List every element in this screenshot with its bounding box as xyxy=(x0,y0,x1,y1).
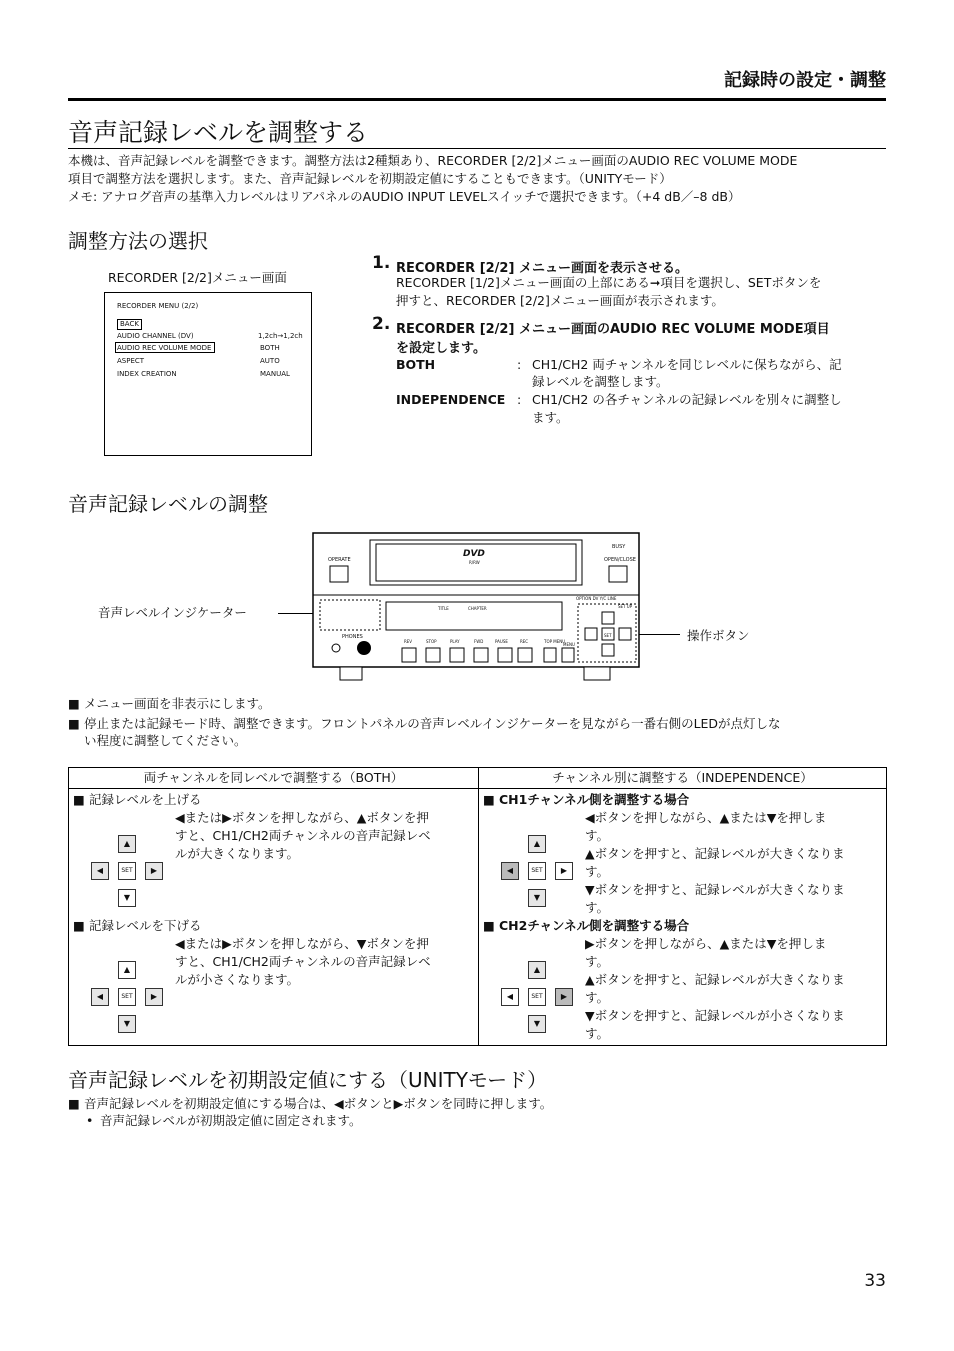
cell-text: す。 xyxy=(585,954,610,969)
cell-text: すと、CH1/CH2両チャンネルの音声記録レベ xyxy=(175,954,431,969)
right-arrow-icon: ▶ xyxy=(145,988,163,1006)
step-2-title: を設定します。 xyxy=(396,341,486,356)
step-1-number: 1. xyxy=(372,253,391,273)
adjust-table xyxy=(68,767,887,1046)
cell-title: 記録レベルを下げる xyxy=(89,918,202,933)
transport-label: PAUSE xyxy=(495,639,508,644)
transport-label: PLAY xyxy=(450,639,460,644)
dvd-logo-sub: R/RW xyxy=(469,560,480,565)
option-independence-desc: CH1/CH2 の各チャンネルの記録レベルを別々に調整し xyxy=(532,392,842,407)
table-head-independence: チャンネル別に調整する（INDEPENDENCE） xyxy=(479,768,887,789)
cell-text: ◀または▶ボタンを押しながら、▲ボタンを押 xyxy=(175,810,429,825)
down-arrow-icon: ▼ xyxy=(528,889,546,907)
menu-row-value: BOTH xyxy=(260,344,280,352)
step-2-number: 2. xyxy=(372,314,391,334)
device-operate-label: OPERATE xyxy=(328,557,351,563)
bullet-text: メニュー画面を非表示にします。 xyxy=(84,696,271,711)
section-title-method: 調整方法の選択 xyxy=(68,229,208,253)
phones-label: PHONES xyxy=(342,634,363,640)
transport-label: FWD xyxy=(474,639,484,644)
step-2-title: RECORDER [2/2] メニュー画面のAUDIO REC VOLUME MODE項目 xyxy=(396,322,830,337)
section-title-unity: 音声記録レベルを初期設定値にする（UNITYモード） xyxy=(68,1068,548,1092)
set-label: SET xyxy=(604,633,612,638)
bullet-marker: ■ xyxy=(73,792,85,807)
bullet-marker: ■ xyxy=(73,918,85,933)
menu-row-value: AUTO xyxy=(260,357,280,365)
section-title-adjust: 音声記録レベルの調整 xyxy=(68,492,268,516)
setup-label: SET UP xyxy=(618,604,633,609)
menu-caption: RECORDER [2/2]メニュー画面 xyxy=(108,270,287,285)
cell-text: ルが小さくなります。 xyxy=(175,972,300,987)
left-arrow-icon: ◀ xyxy=(91,988,109,1006)
down-arrow-icon: ▼ xyxy=(528,1015,546,1033)
cell-title: 記録レベルを上げる xyxy=(89,792,202,807)
set-button-icon: SET xyxy=(528,988,546,1006)
step-1-title: RECORDER [2/2] メニュー画面を表示させる。 xyxy=(396,261,688,276)
menu-row-label: INDEX CREATION xyxy=(117,370,177,378)
transport-label: REV xyxy=(404,639,413,644)
right-arrow-icon: ▶ xyxy=(555,988,573,1006)
menu-back: BACK xyxy=(117,319,142,330)
transport-label: MENU xyxy=(563,642,575,647)
bullet-marker: ■ xyxy=(483,918,495,933)
transport-label: REC xyxy=(520,639,529,644)
menu-row-value: MANUAL xyxy=(260,370,290,378)
sub-bullet-marker: • xyxy=(86,1113,94,1128)
section-header: 記録時の設定・調整 xyxy=(724,70,886,91)
bullet-text: 停止または記録モード時、調整できます。フロントパネルの音声レベルインジケーターを見ながら一番右側のLEDが点灯しな xyxy=(84,716,781,731)
bullet-text: い程度に調整してください。 xyxy=(84,733,247,748)
device-busy-label: BUSY xyxy=(612,544,626,550)
step-1-body: 押すと、RECORDER [2/2]メニュー画面が表示されます。 xyxy=(396,293,724,308)
step-1-body: RECORDER [1/2]メニュー画面の上部にある➞項目を選択し、SETボタンを xyxy=(396,275,822,290)
cell-text: す。 xyxy=(585,900,610,915)
left-arrow-icon: ◀ xyxy=(501,862,519,880)
down-arrow-icon: ▼ xyxy=(118,1015,136,1033)
callout-buttons: 操作ボタン xyxy=(687,628,750,643)
cell-text: ◀ボタンを押しながら、▲または▼を押しま xyxy=(585,810,827,825)
page-title: 音声記録レベルを調整する xyxy=(68,118,369,147)
recorder-front-panel xyxy=(312,532,640,682)
colon: : xyxy=(517,392,522,407)
dpad xyxy=(501,961,573,1033)
bullet-marker: ■ xyxy=(68,696,80,711)
header-rule xyxy=(68,98,886,101)
option-label: OPTION DV Y/C LINE xyxy=(576,596,617,601)
device-open-close-label: OPEN/CLOSE xyxy=(604,557,636,563)
cell-text: ◀または▶ボタンを押しながら、▼ボタンを押 xyxy=(175,936,429,951)
title-rule xyxy=(68,148,886,149)
cell-text: す。 xyxy=(585,990,610,1005)
option-both-desc: 録レベルを調整します。 xyxy=(532,374,669,389)
cell-text: ▶ボタンを押しながら、▲または▼を押しま xyxy=(585,936,827,951)
option-both-label: BOTH xyxy=(396,357,436,372)
table-cell-independence xyxy=(479,789,887,1046)
down-arrow-icon: ▼ xyxy=(118,889,136,907)
cell-title: CH1チャンネル側を調整する場合 xyxy=(499,792,690,807)
cell-text: ▼ボタンを押すと、記録レベルが大きくなりま xyxy=(585,882,845,897)
colon: : xyxy=(517,357,522,372)
menu-row-label: AUDIO CHANNEL (DV) xyxy=(117,332,194,340)
display-chapter-label: CHAPTER xyxy=(468,606,487,611)
sub-bullet-text: 音声記録レベルが初期設定値に固定されます。 xyxy=(100,1113,362,1128)
cell-text: す。 xyxy=(585,864,610,879)
dvd-logo: DVD xyxy=(463,549,485,559)
menu-row-label: ASPECT xyxy=(117,357,145,365)
cell-text: ▲ボタンを押すと、記録レベルが大きくなりま xyxy=(585,972,845,987)
up-arrow-icon: ▲ xyxy=(528,961,546,979)
set-button-icon: SET xyxy=(118,862,136,880)
left-arrow-icon: ◀ xyxy=(91,862,109,880)
dpad xyxy=(91,835,163,907)
table-cell-both xyxy=(69,789,479,1046)
up-arrow-icon: ▲ xyxy=(118,961,136,979)
cell-text: ▼ボタンを押すと、記録レベルが小さくなりま xyxy=(585,1008,845,1023)
right-arrow-icon: ▶ xyxy=(555,862,573,880)
memo-line: メモ: アナログ音声の基準入力レベルはリアパネルのAUDIO INPUT LEVELスイッチで選択できます。（+4 dB／–8 dB） xyxy=(68,189,741,204)
page-number: 33 xyxy=(864,1271,886,1291)
menu-row-value: 1,2ch→1,2ch xyxy=(258,332,303,340)
cell-title: CH2チャンネル側を調整する場合 xyxy=(499,918,690,933)
menu-screen xyxy=(104,292,312,456)
cell-text: ▲ボタンを押すと、記録レベルが大きくなりま xyxy=(585,846,845,861)
option-independence-label: INDEPENDENCE xyxy=(396,392,506,407)
cell-text: す。 xyxy=(585,828,610,843)
bullet-marker: ■ xyxy=(483,792,495,807)
intro-line-2: 項目で調整方法を選択します。また、音声記録レベルを初期設定値にすることもできます。（UNITYモード） xyxy=(68,171,672,186)
table-head-both: 両チャンネルを同レベルで調整する（BOTH） xyxy=(69,768,479,789)
cell-text: すと、CH1/CH2両チャンネルの音声記録レベ xyxy=(175,828,431,843)
set-button-icon: SET xyxy=(118,988,136,1006)
set-button-icon: SET xyxy=(528,862,546,880)
option-independence-desc: ます。 xyxy=(532,410,569,425)
display-title-label: TITLE xyxy=(438,606,449,611)
transport-label: TOP MENU xyxy=(544,639,566,644)
transport-label: STOP xyxy=(426,639,437,644)
right-arrow-icon: ▶ xyxy=(145,862,163,880)
callout-level-indicator: 音声レベルインジケーター xyxy=(98,605,247,620)
menu-title: RECORDER MENU (2/2) xyxy=(117,302,199,310)
cell-text: す。 xyxy=(585,1026,610,1041)
callout-line xyxy=(638,634,680,635)
up-arrow-icon: ▲ xyxy=(528,835,546,853)
cell-text: ルが大きくなります。 xyxy=(175,846,300,861)
bullet-marker: ■ xyxy=(68,1096,80,1111)
intro-line-1: 本機は、音声記録レベルを調整できます。調整方法は2種類あり、RECORDER [2/2]メニュー画面のAUDIO REC VOLUME MODE xyxy=(68,153,798,168)
up-arrow-icon: ▲ xyxy=(118,835,136,853)
left-arrow-icon: ◀ xyxy=(501,988,519,1006)
bullet-text: 音声記録レベルを初期設定値にする場合は、◀ボタンと▶ボタンを同時に押します。 xyxy=(84,1096,553,1111)
dpad xyxy=(91,961,163,1033)
bullet-marker: ■ xyxy=(68,716,80,731)
menu-row-label: AUDIO REC VOLUME MODE xyxy=(117,344,212,352)
option-both-desc: CH1/CH2 両チャンネルを同じレベルに保ちながら、記 xyxy=(532,357,842,372)
dpad xyxy=(501,835,573,907)
